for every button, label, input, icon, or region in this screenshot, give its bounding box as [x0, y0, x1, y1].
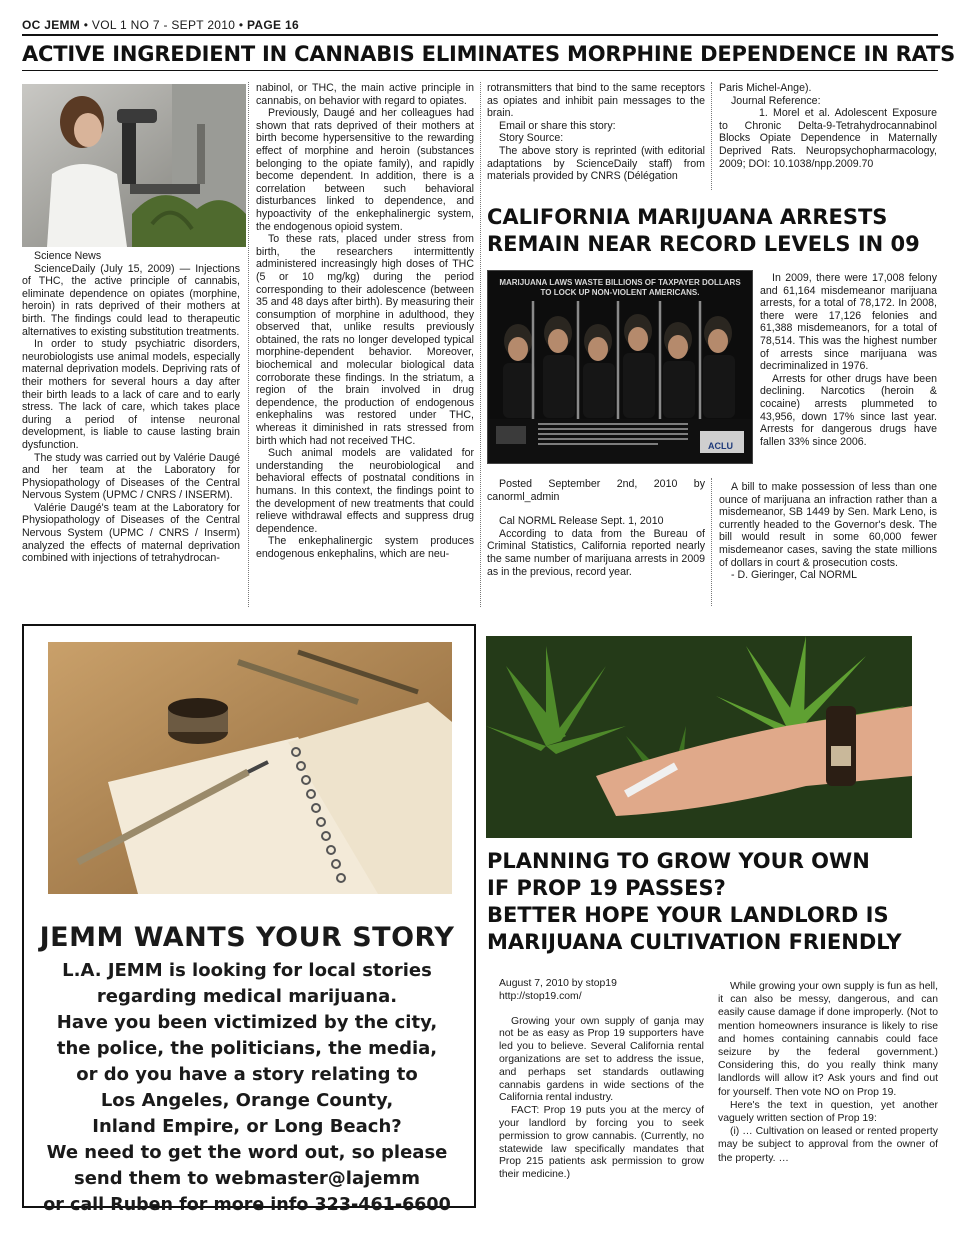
article1-col2: [256, 82, 474, 561]
ad-body: [24, 958, 470, 1218]
paragraph: Valérie Daugé's team at the Laboratory for Physiopathology of Diseases of the Central Nervous System (UPMC / CNRS / Inserm) analyzed the effects of maternal deprivation combined with injections of tetrahydrocan-: [22, 501, 240, 565]
paragraph: Previously, Daugé and her colleagues had shown that rats deprived of their mothers at birth become hypersensitive to the rewarding effect of morphine and heroin (substances belonging to the opiate family), and rapidly become dependent. In addition, there is a correlation between such behavioral disturbances linked to dependence, and hypoactivity of the enkephalinergic system, the endogenous opioid system.: [256, 107, 474, 233]
article3-right: [718, 980, 938, 1165]
ad-line: regarding medical marijuana.: [96, 986, 398, 1007]
article2-headline: [487, 204, 939, 258]
column-divider: [711, 478, 712, 606]
headline-line: BETTER HOPE YOUR LANDLORD IS: [487, 903, 889, 927]
article3-headline: [487, 848, 939, 956]
headline-line: IF PROP 19 PASSES?: [487, 876, 726, 900]
paragraph: Story Source:: [499, 132, 564, 145]
paragraph: Science News: [34, 250, 102, 262]
scientist-photo: [22, 84, 246, 247]
headline-line: REMAIN NEAR RECORD LEVELS IN 09: [487, 232, 920, 256]
page-number: PAGE 16: [247, 18, 299, 32]
ad-line: Have you been victimized by the city,: [56, 1012, 438, 1033]
cannabis-hand-photo: [486, 636, 912, 838]
poster-subheadline: TO LOCK UP NON-VIOLENT AMERICANS.: [540, 288, 700, 297]
issue-info: VOL 1 NO 7 - SEPT 2010: [91, 18, 236, 32]
byline: August 7, 2010 by stop19: [499, 978, 617, 989]
column-divider: [711, 82, 712, 190]
paragraph: nabinol, or THC, the main active principle in cannabis, on behavior with regard to opiates.: [256, 82, 474, 107]
article1-col3: [487, 82, 705, 183]
paragraph: While growing your own supply is fun as hell, it can also be messy, dangerous, and can easily cause damage if done improperly. (Not to mention homeowners insurance is likely to rise and homes containing cannabis could face seizure by the federal government.) Considering this, do you really think many landlords will allow it? Ask yours and find out for yourself. Then vote NO on Prop 19.: [718, 981, 938, 1098]
paragraph: [487, 503, 705, 515]
ad-line: Los Angeles, Orange County,: [100, 1090, 394, 1111]
poster-headline: MARIJUANA LAWS WASTE BILLIONS OF TAXPAYER DOLLARS: [499, 278, 741, 287]
article2-right-bottom: [719, 481, 937, 582]
ad-line: or call Ruben for more info 323-461-6600: [43, 1195, 451, 1215]
paragraph: Posted September 2nd, 2010 by canorml_admin: [487, 478, 705, 503]
column-divider: [480, 82, 481, 607]
article3-left: [499, 978, 704, 1182]
headline-rule: [22, 70, 938, 71]
ad-line: L.A. JEMM is looking for local stories: [62, 960, 432, 981]
ad-line: Inland Empire, or Long Beach?: [92, 1116, 402, 1137]
article2-right-top: [760, 272, 937, 448]
article1-headline: ACTIVE INGREDIENT IN CANNABIS ELIMINATES MORPHINE DEPENDENCE IN RATS: [22, 42, 956, 66]
header-rule: [22, 34, 938, 36]
paragraph: A bill to make possession of less than one ounce of marijuana an infraction rather than a misdemeanor, SB 1449 by Sen. Mark Leno, is currently headed to the Governor's desk. The bill would result in some 60,000 fewer misdemeanor cases, saving the state millions of dollars in court & prosecution costs.: [719, 481, 937, 569]
notebook-photo: [48, 642, 452, 894]
paragraph: Journal Reference:: [731, 94, 821, 107]
headline-line: MARIJUANA CULTIVATION FRIENDLY: [487, 930, 902, 954]
page-header: OC JEMM • VOL 1 NO 7 - SEPT 2010 • PAGE 16: [22, 18, 299, 32]
paragraph: In 2009, there were 17,008 felony and 61,164 misdemeanor marijuana arrests, for a total of 78,172. In 2008, there were 17,126 felonies and 61,388 misdemeanors, for a total of 78,514. This was the highest number of arrests since marijuana was decriminalized in 1976.: [760, 272, 937, 373]
ad-box: [22, 624, 476, 1215]
paragraph: Such animal models are validated for understanding the neurobiological and behavioral effects of postnatal conditions in humans. In this context, the findings point to the development of new treatments that could relieve withdrawal effects and suppress drug dependence.: [256, 447, 474, 535]
publication-name: OC JEMM: [22, 18, 81, 32]
paragraph: FACT: Prop 19 puts you at the mercy of your landlord by forcing you to seek permission to grow cannabis. (Currently, no statewide law specifically mandates that Prop 215 patients ask permission to grow their medicine.): [499, 1105, 704, 1181]
paragraph: [499, 1004, 704, 1016]
paragraph: 1. Morel et al. Adolescent Exposure to Chronic Delta-9-Tetrahydrocannabinol Blocks Opiate Dependence in Maternally Deprived Rats. Neuropsychopharmacology, 2009; DOI: 10.1038/npp.2009.70: [719, 107, 937, 170]
paragraph: The study was carried out by Valérie Daugé and her team at the Laboratory for Physiopathology of Diseases of the Central Nervous System (UPMC / CNRS / INSERM).: [22, 451, 240, 502]
article1-col4: [719, 82, 937, 170]
paragraph: The enkephalinergic system produces endogenous enkephalins, which are neu-: [256, 535, 474, 560]
ad-line: or do you have a story relating to: [76, 1064, 418, 1085]
paragraph: Email or share this story:: [499, 119, 616, 132]
paragraph: In order to study psychiatric disorders, neurobiologists use animal models, especially maternal deprivation models. Depriving rats of their mothers for several hours a day after their birth leads to a lack of care and to early stress. The lack of care, which takes place during a period of intense neuronal development, is liable to cause lasting brain dysfunction.: [22, 338, 240, 451]
paragraph: To these rats, placed under stress from birth, the researchers intermittently administered increasingly high doses of THC (5 or 10 mg/kg) during the period corresponding to their adolescence (between 35 and 48 days after birth). By measuring their consumption of morphine in adulthood, they observed that, unlike results previously obtained, the rats no longer developed typical morphine-dependent behavior. Moreover, biochemical and molecular biological data corroborate these findings. In the striatum, a region of the brain involved in drug dependence, the production of endogenous enkephalins was restored under THC, whereas it diminished in rats stressed from birth which had not received THC.: [256, 233, 474, 447]
paragraph: Growing your own supply of ganja may not be as easy as Prop 19 supporters have led you to believe. Several California rental organizations are set to address the issue, and perhaps set standards outlawing cannabis gardens in wide sections of the California rental industry.: [499, 1015, 704, 1104]
article1-col1: [22, 250, 240, 565]
paragraph: The above story is reprinted (with editorial adaptations by ScienceDaily staff) from materials provided by CNRS (Délégation: [487, 144, 705, 183]
ad-line: the police, the politicians, the media,: [56, 1038, 438, 1059]
ad-title: JEMM WANTS YOUR STORY: [39, 922, 455, 953]
paragraph: Paris Michel-Ange).: [719, 82, 812, 94]
headline-line: PLANNING TO GROW YOUR OWN: [487, 849, 870, 873]
ad-line: send them to webmaster@lajemm: [73, 1168, 420, 1189]
aclu-badge: ACLU: [708, 441, 733, 451]
paragraph: ScienceDaily (July 15, 2009) — Injections of THC, the active principle of cannabis, eliminate dependence on opiates (morphine, heroin) in rats deprived of their mothers at birth. The findings could lead to therapeutic alternatives to existing substitution treatments.: [22, 262, 240, 338]
paragraph: Here's the text in question, yet another vaguely written section of Prop 19:: [718, 1099, 938, 1125]
aclu-poster: [487, 270, 753, 464]
source-url: http://stop19.com/: [499, 990, 582, 1002]
headline-line: CALIFORNIA MARIJUANA ARRESTS: [487, 205, 888, 229]
paragraph: Cal NORML Release Sept. 1, 2010: [499, 515, 664, 528]
paragraph: - D. Gieringer, Cal NORML: [731, 569, 857, 582]
paragraph: rotransmitters that bind to the same receptors as opiates and inhibit pain messages to the brain.: [487, 82, 705, 120]
article2-left: [487, 478, 705, 578]
paragraph: Arrests for other drugs have been declining. Narcotics (heroin & cocaine) arrests plummeted to 43,956, down 17% since last year. Arrests for dangerous drugs have fallen 33% since 2006.: [760, 372, 937, 448]
paragraph: (i) … Cultivation on leased or rented property may be subject to approval from the owner of the property. …: [718, 1126, 938, 1164]
column-divider: [248, 82, 249, 607]
paragraph: According to data from the Bureau of Criminal Statistics, California reported nearly the same number of marijuana arrests in 2009 as in the previous, record year.: [487, 527, 705, 578]
ad-line: We need to get the word out, so please: [46, 1142, 448, 1163]
